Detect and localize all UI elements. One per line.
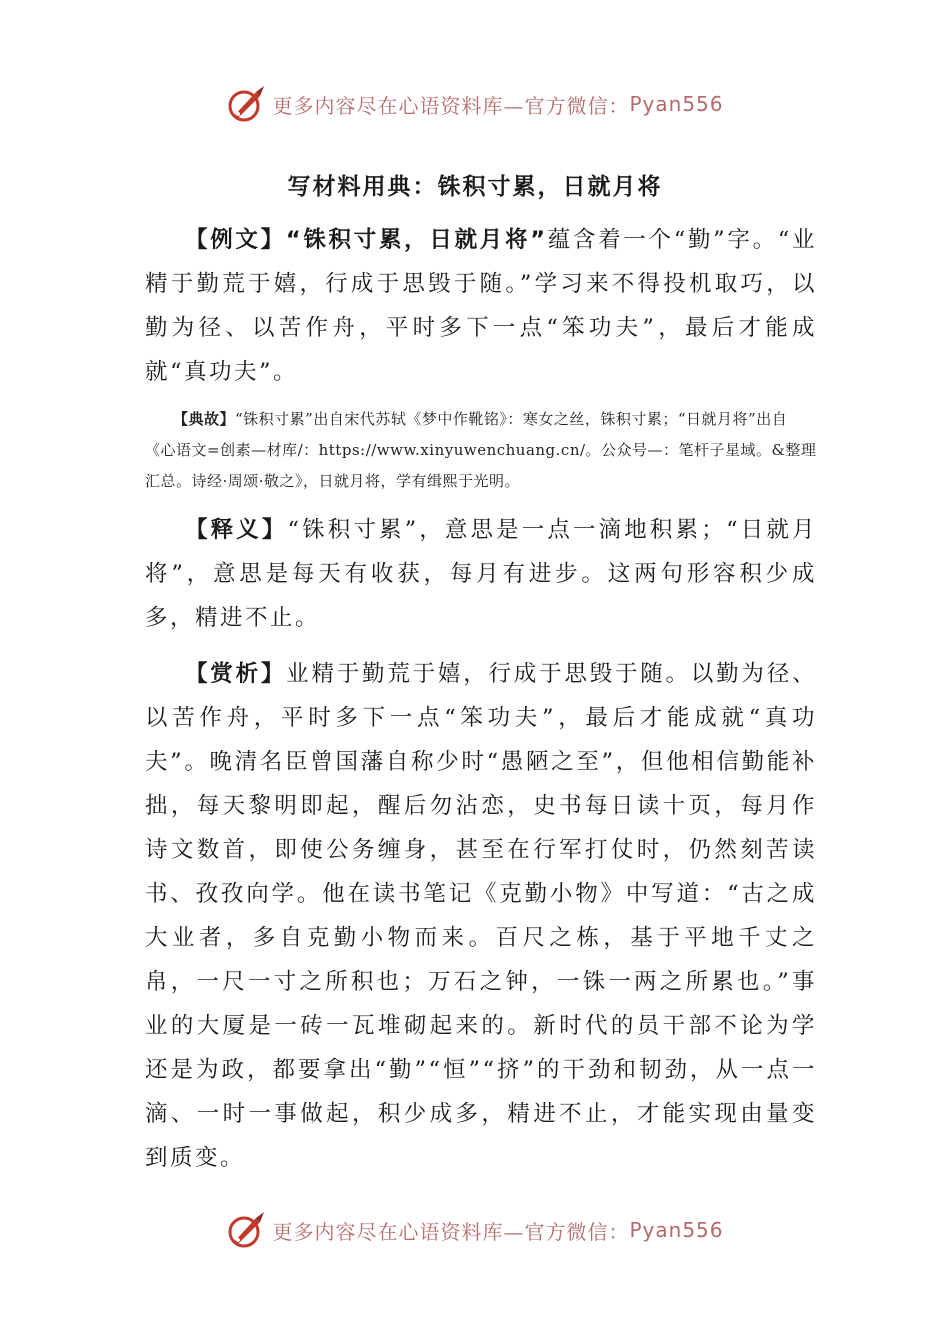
example-section	[145, 218, 817, 394]
header-banner	[0, 84, 950, 124]
quill-pen-logo-icon	[226, 84, 266, 124]
meaning-text: “铢积寸累”，意思是一点一滴地积累；“日就月将”，意思是每天有收获，每月有进步。这两句形容积少成多，精进不止。	[145, 517, 817, 631]
banner-text: 更多内容尽在心语资料库—官方微信：	[272, 1219, 630, 1244]
allusion-paragraph	[145, 404, 817, 497]
example-quote: “铢积寸累，日就月将”	[285, 227, 548, 253]
banner-wechat-id: Pyan556	[629, 92, 724, 116]
allusion-tag: 【典故】	[173, 410, 236, 428]
banner-wechat-id: Pyan556	[629, 1218, 724, 1242]
quill-pen-logo-icon	[226, 1210, 266, 1250]
footer-banner	[0, 1210, 950, 1250]
meaning-section	[145, 508, 817, 640]
analysis-paragraph	[145, 652, 817, 1180]
meaning-tag: 【释义】	[185, 517, 288, 543]
analysis-text: 业精于勤荒于嬉，行成于思毁于随。以勤为径、以苦作舟，平时多下一点“笨功夫”，最后才能成就“真功夫”。晚清名臣曾国藩自称少时“愚陋之至”，但他相信勤能补拙，每天黎明即起，醒后勿沾恋，史书每日读十页，每月作诗文数首，即使公务缠身，甚至在行军打仗时，仍然刻苦读书、孜孜向学。他在读书笔记《克勤小物》中写道：“古之成大业者，多自克勤小物而来。百尺之栋，基于平地千丈之帛，一尺一寸之所积也；万石之钟，一铢一两之所累也。”事业的大厦是一砖一瓦堆砌起来的。新时代的员干部不论为学还是为政，都要拿出“勤”“恒”“挤”的干劲和韧劲，从一点一滴、一时一事做起，积少成多，精进不止，才能实现由量变到质变。	[145, 661, 817, 1171]
meaning-paragraph	[145, 508, 817, 640]
allusion-text: “铢积寸累”出自宋代苏轼《梦中作靴铭》：寒女之丝，铢积寸累；“日就月将”出自《心语文=创素—材库/：https://www.xinyuwenchuang.cn/。公众号—：笔杆子星域。&整理汇总。诗经·周颂·敬之》，日就月将，学有缉熙于光明。	[145, 410, 817, 490]
example-tag: 【例文】	[185, 227, 286, 253]
page-title: 写材料用典：铢积寸累，日就月将	[287, 174, 663, 200]
banner-text: 更多内容尽在心语资料库—官方微信：	[272, 93, 630, 118]
example-paragraph	[145, 218, 817, 394]
analysis-tag: 【赏析】	[185, 661, 287, 687]
analysis-section	[145, 652, 817, 1180]
example-text: 蕴含着一个“勤”字。“业精于勤荒于嬉，行成于思毁于随。”学习来不得投机取巧，以勤为径、以苦作舟，平时多下一点“笨功夫”，最后才能成就“真功夫”。	[145, 227, 817, 385]
